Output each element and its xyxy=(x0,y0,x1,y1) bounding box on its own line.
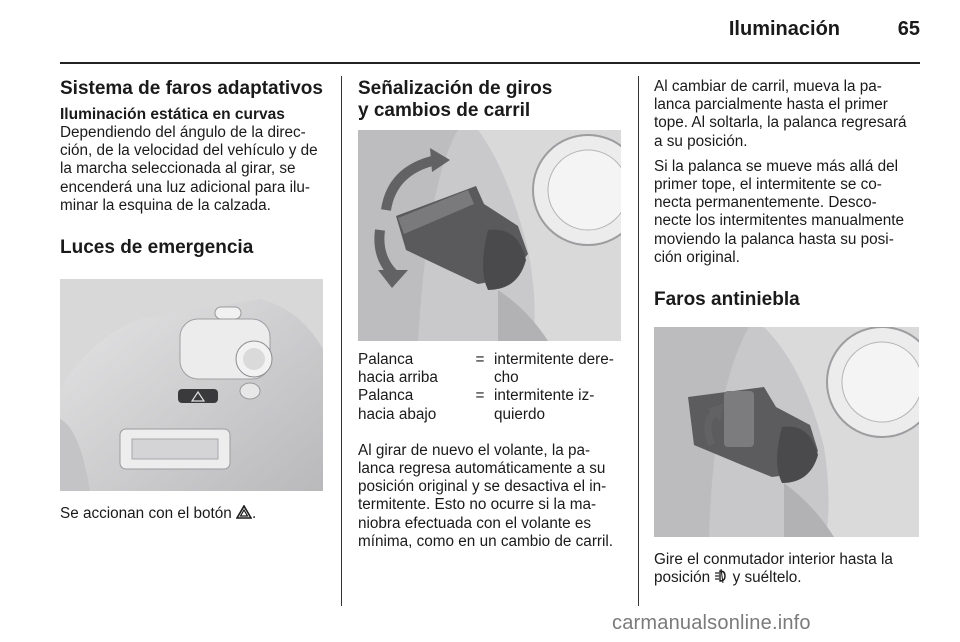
text-line: ción, de la velocidad del vehículo y de xyxy=(60,142,318,160)
text-line: lanca regresa automáticamente a su xyxy=(358,460,606,478)
rear-fog-light-icon xyxy=(714,569,728,583)
text-line: hacia arriba xyxy=(358,369,438,387)
page-number: 65 xyxy=(897,18,920,40)
hazard-button-illustration xyxy=(60,279,323,491)
caption-text: posición xyxy=(654,569,711,587)
table-cell-result xyxy=(494,351,622,387)
header-rule xyxy=(60,62,920,64)
heading-line: y cambios de carril xyxy=(358,100,531,121)
text-line: cho xyxy=(494,369,519,387)
table-cell-result xyxy=(494,387,622,423)
paragraph-cornering xyxy=(60,124,325,215)
text-line: ción original. xyxy=(654,248,740,266)
text-line: niobra efectuada con el volante es xyxy=(358,514,592,532)
caption-text: y suéltelo. xyxy=(732,569,802,587)
table-cell-action xyxy=(358,351,466,387)
text-line: Palanca xyxy=(358,351,414,368)
text-line: moviendo la palanca hasta su posi- xyxy=(654,230,894,248)
column-divider-2 xyxy=(638,76,639,606)
text-line: necta permanentemente. Desco- xyxy=(654,194,877,212)
text-line: intermitente iz- xyxy=(494,387,595,405)
watermark: carmanualsonline.info xyxy=(612,612,811,634)
text-line: a su posición. xyxy=(654,132,748,150)
text-line: primer tope, el intermitente se co- xyxy=(654,176,882,194)
text-line: la marcha seleccionada al girar, se xyxy=(60,160,296,178)
caption-hazard xyxy=(60,505,325,523)
column-2 xyxy=(358,78,622,551)
text-line: tope. Al soltarla, la palanca regresará xyxy=(654,114,907,132)
table-row xyxy=(358,351,622,387)
column-3 xyxy=(654,78,920,587)
text-line: mínima, como en un cambio de carril. xyxy=(358,532,614,550)
caption-text: Se accionan con el botón xyxy=(60,505,232,523)
section-heading-hazard-lights: Luces de emergencia xyxy=(60,237,254,259)
table-cell-equals: = xyxy=(475,387,485,405)
text-line: Al cambiar de carril, mueva la pa- xyxy=(654,78,882,95)
text-line: necte los intermitentes manualmente xyxy=(654,212,904,230)
table-row xyxy=(358,387,622,423)
column-divider-1 xyxy=(341,76,342,606)
text-line: intermitente dere- xyxy=(494,351,614,368)
text-line: minar la esquina de la calzada. xyxy=(60,196,271,214)
paragraph-lane-change xyxy=(654,78,920,151)
column-1 xyxy=(60,78,325,523)
table-cell-equals: = xyxy=(475,351,485,368)
hazard-triangle-icon xyxy=(236,505,252,519)
caption-period: . xyxy=(252,505,257,523)
text-line: hacia abajo xyxy=(358,405,437,423)
text-line: quierdo xyxy=(494,405,546,423)
paragraph-permanent-signal xyxy=(654,158,920,267)
text-line: Al girar de nuevo el volante, la pa- xyxy=(358,441,591,459)
text-line: posición original y se desactiva el in- xyxy=(358,478,607,496)
page-section-title: Iluminación xyxy=(728,18,840,40)
section-heading-turn-signals xyxy=(358,78,622,122)
lever-function-table xyxy=(358,351,622,424)
text-line: lanca parcialmente hasta el primer xyxy=(654,96,888,114)
text-line: Gire el conmutador interior hasta la xyxy=(654,551,893,569)
paragraph-lever-return xyxy=(358,442,622,551)
table-cell-action xyxy=(358,387,466,423)
section-heading-fog-lights: Faros antiniebla xyxy=(654,289,800,311)
text-line: Si la palanca se mueve más allá del xyxy=(654,157,899,175)
section-heading-adaptive-lights: Sistema de faros adaptativos xyxy=(60,78,323,99)
turn-signal-lever-illustration xyxy=(358,130,621,341)
caption-fog xyxy=(654,551,920,587)
subheading-static-cornering: Iluminación estática en curvas xyxy=(60,106,285,123)
text-line: termitente. Esto no ocurre si la ma- xyxy=(358,496,597,514)
text-line: Palanca xyxy=(358,387,414,405)
fog-light-switch-illustration xyxy=(654,327,919,537)
text-line xyxy=(654,569,920,587)
text-line: encenderá una luz adicional para ilu- xyxy=(60,178,311,196)
text-line: Dependiendo del ángulo de la direc- xyxy=(60,124,306,141)
heading-line: Señalización de giros xyxy=(358,78,553,99)
